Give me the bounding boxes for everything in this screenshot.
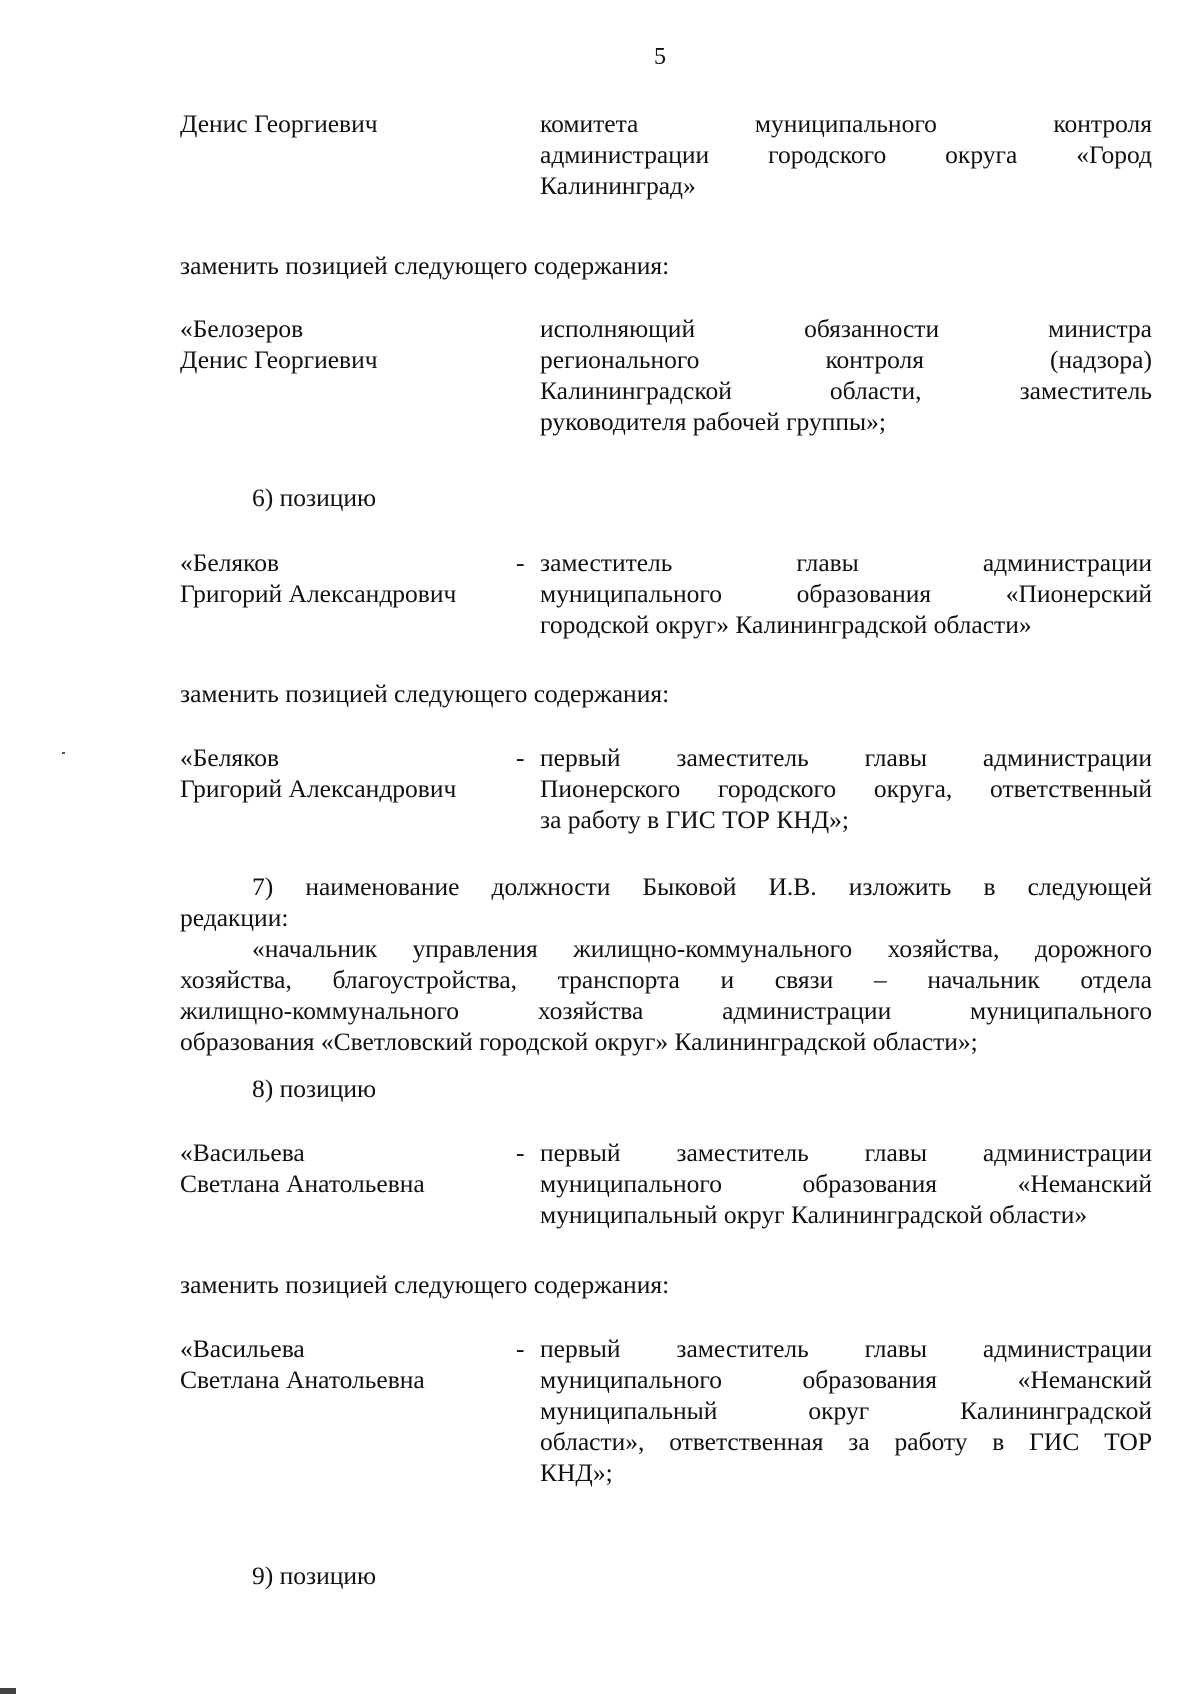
entry-name: «Беляков Григорий Александрович (180, 548, 457, 608)
entry-dash: - (516, 1138, 525, 1167)
entry-dash: - (516, 743, 525, 772)
entry-description: первый заместитель главы администрации муниципального образования «Неманский муниципальный округ Калининградской области» (540, 1138, 1152, 1229)
entry-description: первый заместитель главы администрации Пионерского городского округа, ответственный за работу в ГИС ТОР КНД»; (540, 743, 1152, 834)
entry-name: «Беляков Григорий Александрович (180, 743, 457, 803)
entry-name: Денис Георгиевич (180, 109, 378, 138)
replace-instruction: заменить позицией следующего содержания: (180, 679, 670, 708)
replace-instruction: заменить позицией следующего содержания: (180, 1270, 670, 1299)
item-8-heading: 8) позицию (252, 1074, 377, 1103)
entry-description: комитета муниципального контроля администрации городского округа «Город Калининград» (540, 109, 1152, 200)
entry-description: первый заместитель главы администрации муниципального образования «Неманский муниципальный округ Калининградской области», ответственная за работу в ГИС ТОР КНД»; (540, 1334, 1152, 1487)
entry-dash: - (516, 1334, 525, 1363)
item-7-paragraph: 7) наименование должности Быковой И.В. изложить в следующей редакции: «начальник управления жилищно-коммунального хозяйства, дорожного хозяйства, благоустройства, транспорта и связи – начальник отдела жилищно-коммунального хозяйства администрации муниципального образования «Светловский городской округ» Калининградской области»; (180, 872, 1152, 1056)
entry-description: заместитель главы администрации муниципального образования «Пионерский городской округ» Калининградской области» (540, 548, 1152, 639)
page-number: 5 (654, 44, 666, 70)
entry-dash: - (516, 548, 525, 577)
item-6-heading: 6) позицию (252, 483, 377, 512)
entry-description: исполняющий обязанности министра регионального контроля (надзора) Калининградской области, заместитель руководителя рабочей группы»; (540, 314, 1152, 436)
replace-instruction: заменить позицией следующего содержания: (180, 251, 670, 280)
entry-name: «Васильева Светлана Анатольевна (180, 1138, 425, 1198)
scan-corner-mark (0, 1688, 16, 1694)
scan-speck (62, 752, 65, 754)
entry-name: «Белозеров Денис Георгиевич (180, 314, 378, 374)
item-9-heading: 9) позицию (252, 1561, 377, 1590)
entry-name: «Васильева Светлана Анатольевна (180, 1334, 425, 1394)
